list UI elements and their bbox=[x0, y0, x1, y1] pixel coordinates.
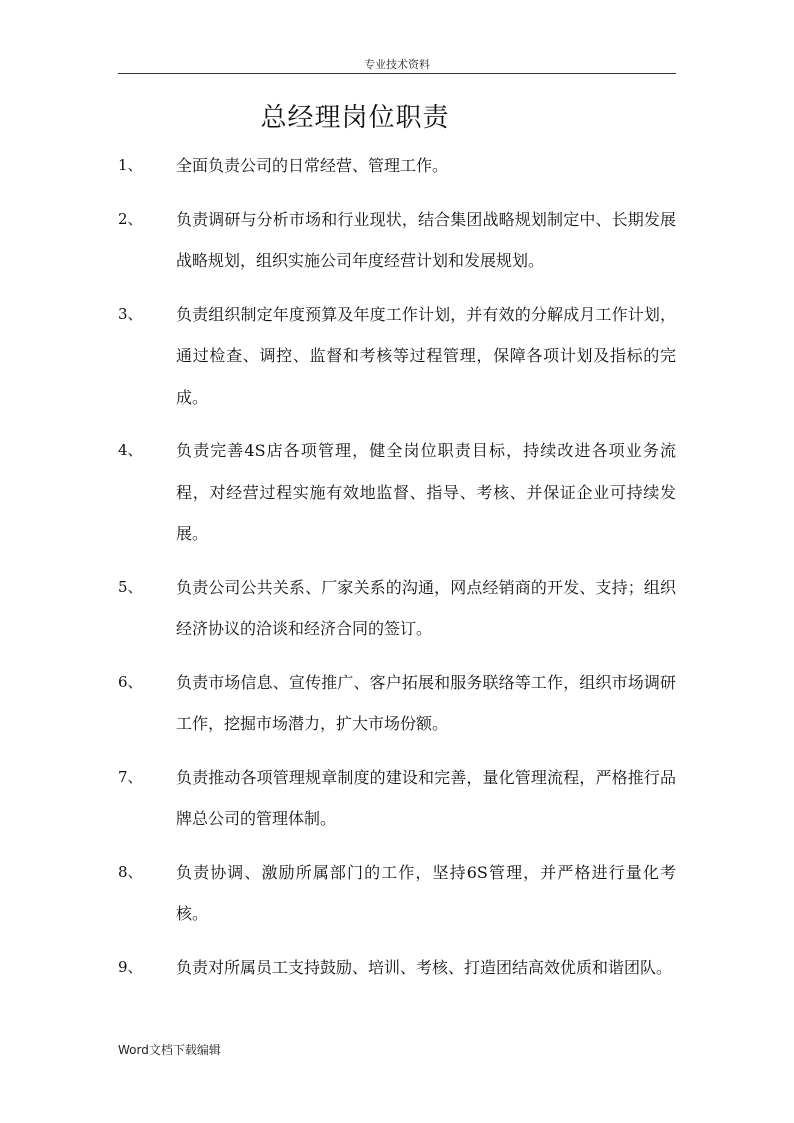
duty-item bbox=[118, 145, 678, 187]
duty-text: 负责公司公共关系、厂家关系的沟通，网点经销商的开发、支持；组织经济协议的洽谈和经济合同的签订。 bbox=[176, 577, 676, 638]
duty-text: 负责对所属员工支持鼓励、培训、考核、打造团结高效优质和谐团队。 bbox=[176, 957, 673, 977]
duty-number: 2、 bbox=[118, 209, 143, 228]
duty-number: 9、 bbox=[118, 957, 143, 976]
duty-number: 4、 bbox=[118, 441, 143, 459]
duty-item bbox=[118, 199, 678, 282]
duty-number: 5、 bbox=[118, 577, 143, 596]
duty-number: 1、 bbox=[118, 156, 143, 174]
duty-item bbox=[118, 567, 678, 650]
page-header: 专业技术资料 bbox=[364, 58, 430, 71]
duty-text: 负责推动各项管理规章制度的建设和完善，量化管理流程，严格推行品牌总公司的管理体制。 bbox=[176, 767, 676, 828]
duty-item bbox=[118, 294, 678, 419]
duty-item bbox=[118, 757, 678, 840]
duty-number: 8、 bbox=[118, 862, 143, 881]
header-divider bbox=[118, 73, 676, 74]
duty-text: 负责协调、激励所属部门的工作，坚持6S管理，并严格进行量化考核。 bbox=[176, 862, 676, 923]
duty-text: 负责调研与分析市场和行业现状，结合集团战略规划制定中、长期发展战略规划，组织实施公司年度经营计划和发展规划。 bbox=[176, 209, 676, 270]
duty-item bbox=[118, 947, 678, 989]
duty-text: 负责市场信息、宣传推广、客户拓展和服务联络等工作，组织市场调研工作，挖掘市场潜力，扩大市场份额。 bbox=[176, 672, 676, 733]
page-footer: Word文档下载编辑 bbox=[118, 1043, 221, 1057]
duty-item bbox=[118, 430, 678, 555]
duty-text: 负责组织制定年度预算及年度工作计划，并有效的分解成月工作计划，通过检查、调控、监督和考核等过程管理，保障各项计划及指标的完成。 bbox=[176, 304, 676, 407]
document-title: 总经理岗位职责 bbox=[260, 103, 450, 133]
duty-number: 6、 bbox=[118, 672, 143, 691]
duty-number: 3、 bbox=[118, 304, 143, 323]
duty-list bbox=[118, 145, 678, 1000]
duty-item bbox=[118, 662, 678, 745]
duty-number: 7、 bbox=[118, 767, 143, 786]
duty-item bbox=[118, 852, 678, 935]
duty-text: 负责完善4S店各项管理，健全岗位职责目标，持续改进各项业务流程，对经营过程实施有效地监督、指导、考核、并保证企业可持续发展。 bbox=[176, 441, 676, 543]
duty-text: 全面负责公司的日常经营、管理工作。 bbox=[176, 156, 449, 175]
